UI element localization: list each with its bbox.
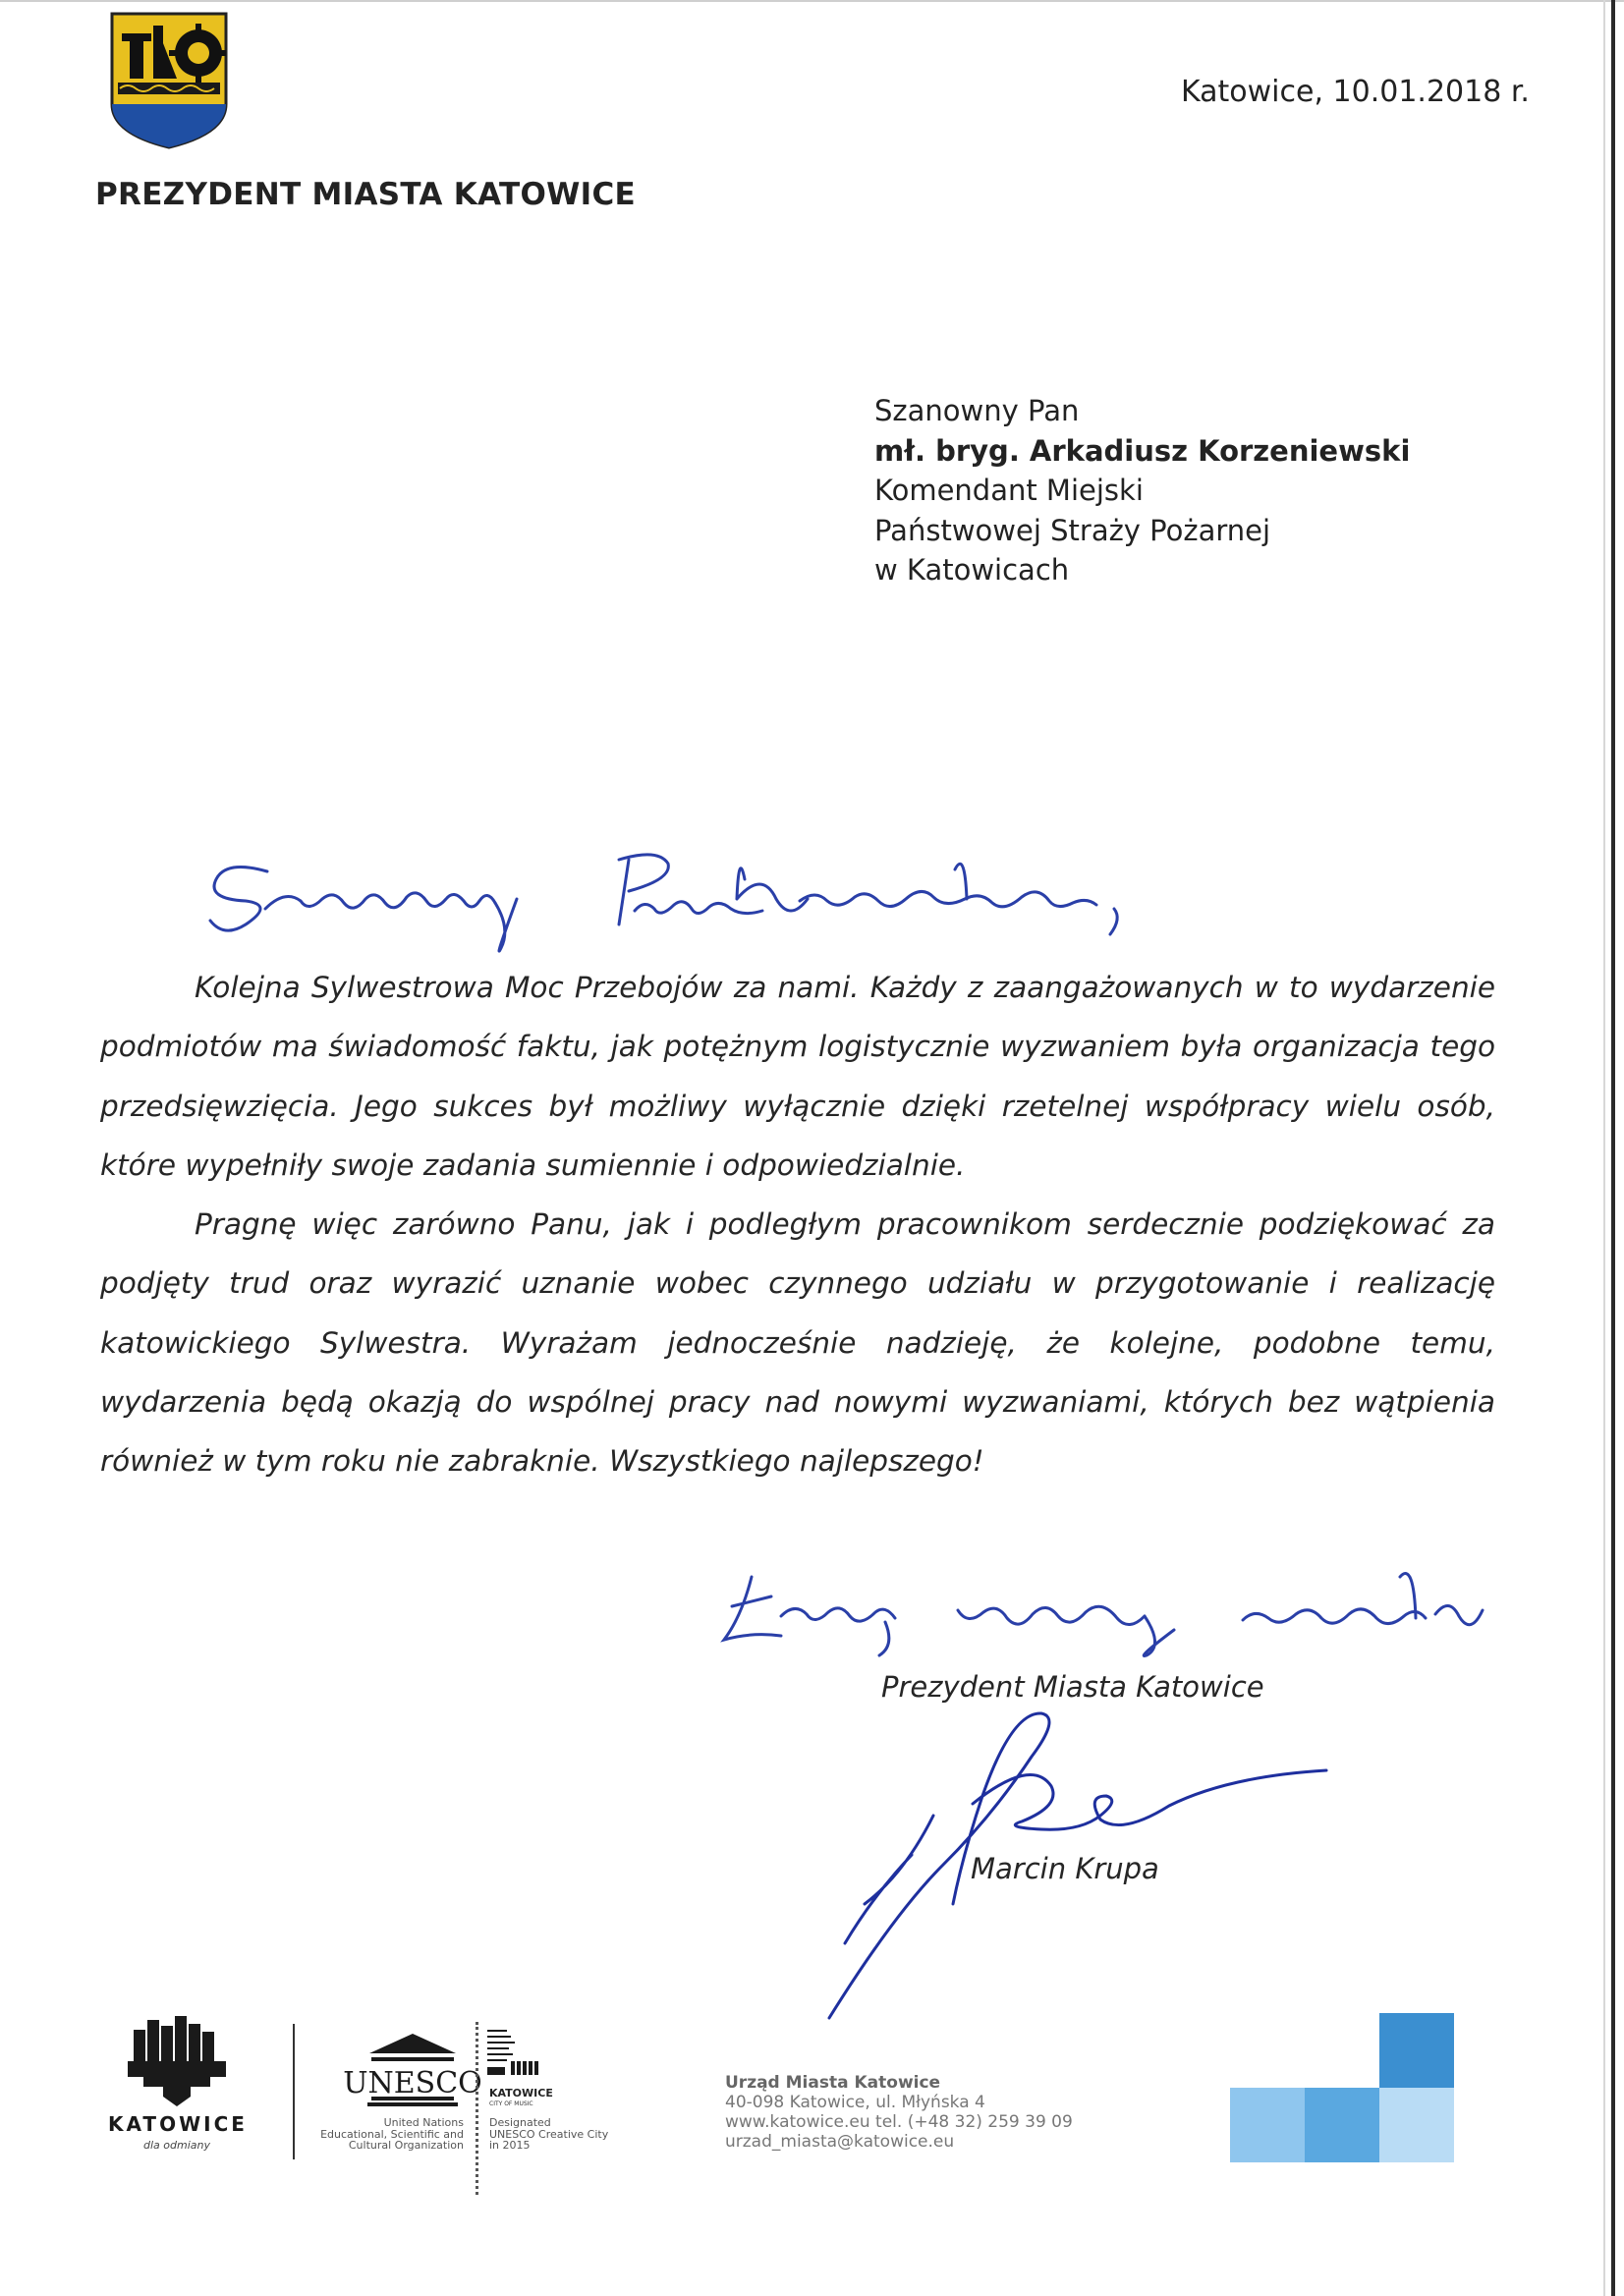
office-name: Urząd Miasta Katowice: [725, 2073, 941, 2093]
page-edge-top: [0, 0, 1624, 2]
handwritten-closing: [712, 1557, 1498, 1665]
signatory-title: Prezydent Miasta Katowice: [881, 1670, 1264, 1704]
letter-body: [100, 958, 1495, 1491]
music-line-3: in 2015: [489, 2139, 531, 2152]
body-paragraph-1: Kolejna Sylwestrowa Moc Przebojów za nami. Każdy z zaangażowanych w to wydarzenie podmiotów ma świadomość faktu, jak potężnym logistycznie wyzwaniem była organizacja tego przedsięwzięcia. Jego sukces był możliwy wyłącznie dzięki rzetelnej współpracy wielu osób, które wypełniły swoje zadania sumiennie i odpowiedzialnie.: [100, 971, 1495, 1182]
recipient-block: [874, 391, 1410, 590]
city-of-music-subtitle: CITY OF MUSIC: [489, 2100, 533, 2107]
footer-dotted-divider: [476, 2022, 478, 2195]
office-web-phone: www.katowice.eu tel. (+48 32) 259 39 09: [725, 2112, 1073, 2132]
unesco-caption: [305, 2117, 464, 2152]
decorative-blue-blocks: [1230, 2013, 1454, 2162]
body-paragraph-2: Pragnę więc zarówno Panu, jak i podległym pracownikom serdecznie podziękować za podjęty trud oraz wyrazić uznanie wobec czynnego udziału w przygotowanie i realizację katowickiego Sylwestra. Wyrażam jednocześnie nadzieję, że kolejne, podobne temu, wydarzenia będą okazją do wspólnej pracy nad nowymi wyzwaniami, których bez wątpienia również w tym roku nie zabraknie. Wszystkiego najlepszego!: [100, 1207, 1495, 1479]
recipient-greeting: Szanowny Pan: [874, 394, 1080, 427]
coat-of-arms-icon: [108, 10, 230, 151]
katowice-logo-tagline: dla odmiany: [143, 2139, 210, 2152]
music-line-1: Designated: [489, 2116, 551, 2129]
unesco-temple-icon: [343, 2032, 482, 2108]
office-address-block: [725, 2073, 1073, 2152]
unesco-line-3: Cultural Organization: [348, 2139, 464, 2152]
unesco-word: UNESCO: [343, 2066, 482, 2100]
signatory-name: Marcin Krupa: [971, 1852, 1159, 1885]
recipient-location: w Katowicach: [874, 553, 1070, 587]
office-address: 40-098 Katowice, ul. Młyńska 4: [725, 2093, 985, 2112]
city-of-music-icon: [487, 2030, 546, 2077]
katowice-logo-icon: [128, 2016, 226, 2106]
city-of-music-caption: [489, 2117, 608, 2152]
page-edge-shadow: [1603, 0, 1605, 2296]
recipient-position: Komendant Miejski: [874, 474, 1144, 507]
music-line-2: UNESCO Creative City: [489, 2127, 609, 2141]
city-of-music-name: KATOWICE: [489, 2087, 553, 2100]
unesco-line-2: Educational, Scientific and: [320, 2127, 464, 2141]
footer-divider: [293, 2024, 295, 2159]
katowice-logo-name: KATOWICE: [108, 2112, 248, 2136]
unesco-line-1: United Nations: [383, 2116, 464, 2129]
letter-date: Katowice, 10.01.2018 r.: [1181, 75, 1530, 109]
handwritten-salutation: [206, 840, 1267, 953]
page-edge-right: [1611, 0, 1615, 2296]
recipient-name: mł. bryg. Arkadiusz Korzeniewski: [874, 433, 1411, 468]
office-email: urzad_miasta@katowice.eu: [725, 2132, 955, 2152]
issuer-heading: PREZYDENT MIASTA KATOWICE: [95, 177, 636, 212]
recipient-organization: Państwowej Straży Pożarnej: [874, 513, 1271, 547]
